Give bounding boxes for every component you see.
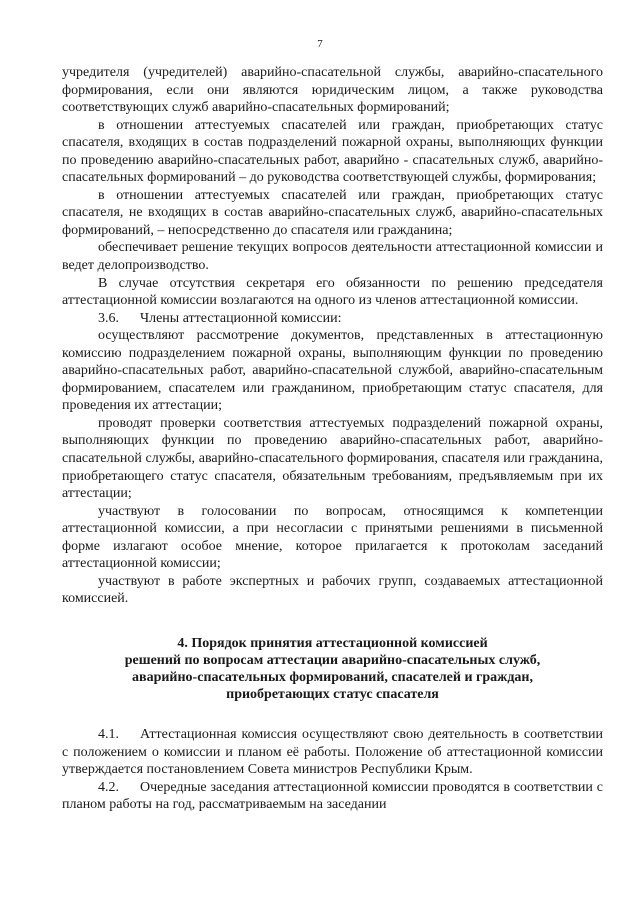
clause-4-1: [62, 726, 603, 779]
duty-conduct-checks: проводят проверки соответствия аттестуемых подразделений пожарной охраны, выполняющих функции по проведению аварийно-спасательных работ, аварийно-спасательной службы, аварийно-спасательного формирования, спасателя или гражданина, приобретающего статус спасателя, обязательным требованиям, предъявляемым при их аттестации;: [62, 415, 603, 502]
section-heading-line: аварийно-спасательных формирований, спасателей и граждан,: [132, 669, 533, 685]
section-heading-line: решений по вопросам аттестации аварийно-спасательных служб,: [124, 652, 541, 668]
clause-text: Аттестационная комиссия осуществляют свою деятельность в соответствии с положением о комиссии и планом её работы. Положение об аттестационной комиссии утверждается постановлением Совета министров Республики Крым.: [62, 726, 603, 778]
clause-number: 3.6.: [98, 310, 119, 326]
paragraph-not-in-services: в отношении аттестуемых спасателей или граждан, приобретающих статус спасателя, не входящих в состав аварийно-спасательных служб, аварийно-спасательных формирований, – непосредственно до спасателя или гражданина;: [62, 187, 603, 238]
clause-number: 4.2.: [98, 779, 119, 795]
page-number: 7: [317, 38, 323, 50]
paragraph-fire-units: в отношении аттестуемых спасателей или граждан, приобретающих статус спасателя, входящих в состав подразделений пожарной охраны, выполняющих функции по проведению аварийно-спасательных работ, аварийно - спасательных служб, аварийно-спасательных формирований – до руководства соответствующей службы, формирования;: [62, 117, 603, 186]
section-4-heading: [62, 635, 603, 703]
duty-working-groups: участвуют в работе экспертных и рабочих групп, создаваемых аттестационной комиссией.: [62, 573, 603, 607]
spacer: [62, 608, 603, 635]
clause-text: Очередные заседания аттестационной комиссии проводятся в соответствии с планом работы на год, рассматриваемым на заседании: [62, 779, 603, 813]
paragraph-founder-continuation: учредителя (учредителей) аварийно-спасательной службы, аварийно-спасательного формирования, если они являются юридическим лицом, а также руководства соответствующих служб аварийно-спасательных формирований;: [62, 65, 603, 116]
duty-review-documents: осуществляют рассмотрение документов, представленных в аттестационную комиссию подразделением пожарной охраны, выполняющим функции по проведению аварийно-спасательных работ, аварийно-спасательной службой, аварийно-спасательным формированием, спасателем или гражданином, приобретающим статус спасателя, для проведения их аттестации;: [62, 328, 603, 414]
duty-voting: участвуют в голосовании по вопросам, относящимся к компетенции аттестационной комиссии, а при несогласии с принятыми решениями в письменной форме излагают особое мнение, которое прилагается к протоколам заседаний аттестационной комиссии;: [62, 503, 603, 572]
section-heading-line: приобретающих статус спасателя: [226, 686, 439, 702]
clause-number: 4.1.: [98, 726, 119, 742]
clause-3-6: [62, 310, 603, 328]
document-body: [62, 64, 603, 814]
clause-text: Члены аттестационной комиссии:: [140, 310, 342, 326]
section-heading-line: 4. Порядок принятия аттестационной комиссией: [177, 635, 488, 651]
spacer: [62, 703, 603, 726]
clause-4-2: [62, 779, 603, 814]
paragraph-secretary-absence: В случае отсутствия секретаря его обязанности по решению председателя аттестационной комиссии возлагаются на одного из членов аттестационной комиссии.: [62, 275, 603, 309]
paragraph-records-management: обеспечивает решение текущих вопросов деятельности аттестационной комиссии и ведет делопроизводство.: [62, 240, 603, 274]
